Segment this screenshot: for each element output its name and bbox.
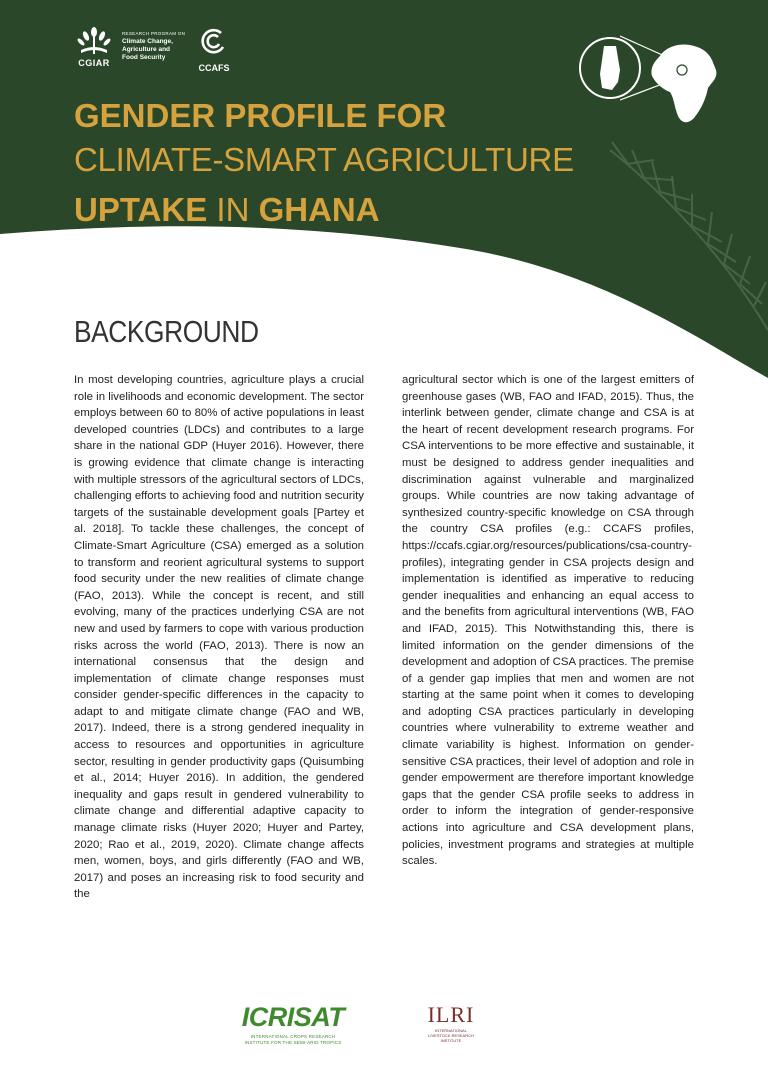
ilri-subtitle-2: LIVESTOCK RESEARCH (428, 1033, 474, 1038)
ccafs-logo (196, 26, 232, 73)
africa-locator-map (578, 22, 728, 132)
title-line-3 (74, 190, 380, 230)
ilri-subtitle-3: INSTITUTE (440, 1038, 462, 1043)
program-name (122, 30, 194, 62)
program-line-0: RESEARCH PROGRAM ON (122, 31, 186, 36)
section-heading-background: BACKGROUND (74, 314, 259, 349)
ccafs-logo-text: CCAFS (198, 63, 230, 73)
africa-shape (651, 44, 716, 122)
body-right-column: agricultural sector which is one of the largest emitters of greenhouse gases (WB, FAO and IFAD, 2015). Thus, the interlink between gender, climate change and CSA is at the heart of recent development research programs. For CSA interventions to be more effective and sustainable, it must be designed to address gender inequalities and discrimination against vulnerable and marginalized groups. While countries are now taking advantage of synthesized country-specific knowledge on CSA through the country CSA profiles (e.g.: CCAFS profiles, https://ccafs.cgiar.org/resources/publications/csa-country-profiles), integrating gender in CSA projects design and implementation is identified as imperative to reducing gender inequalities and enhancing an equal access to and the benefits from agricultural interventions (WB, FAO and IFAD, 2015). This Notwithstanding this, there is limited information on the gender dimensions of the development and adoption of CSA practices. The premise of a gender gap implies that men and women are not starting at the same point when it comes to developing and adopting CSA practices particularly in developing countries where vulnerability to extreme weather and climate variability is highest. Information on gender-sensitive CSA practices, their level of adoption and role in gender empowerment are therefore important knowledge gaps that the gender CSA profile seeks to address in order to inform the integration of gender-responsive actions into agriculture and CSA development plans, policies, investment programs and strategies at multiple scales. (402, 374, 694, 868)
title-ghana: GHANA (258, 191, 380, 228)
program-line-2: Agriculture and (122, 46, 171, 53)
title-line-2: CLIMATE-SMART AGRICULTURE (74, 141, 574, 178)
title-line-1: GENDER PROFILE FOR (74, 97, 447, 134)
icrisat-logo (232, 1002, 354, 1045)
icrisat-subtitle-2: INSTITUTE FOR THE SEMI-ARID TROPICS (244, 1040, 342, 1045)
ilri-logo (426, 1002, 476, 1043)
wheat-icon (75, 26, 113, 56)
body-left-column: In most developing countries, agriculture plays a crucial role in livelihoods and economic development. The sector employs between 60 to 80% of active populations in least developed countries (LDCs) and contributes to a large share in the national GDP (Huyer 2016). However, there is growing evidence that climate change is interacting with multiple stressors of the agricultural sectors of LDCs, challenging efforts to achieving food and nutrition security targets of the sustainable development goals [Partey et al. 2018]. To tackle these challenges, the concept of Climate-Smart Agriculture (CSA) emerged as a solution to transform and reorient agricultural systems to support food security under the new realities of climate change (FAO, 2013). While the concept is recent, and still evolving, many of the practices underlying CSA are not new and used by farmers to cope with various production risks across the world (FAO, 2013). There is now an international consensus that the design and implementation of climate change responses must consider gender-specific differences in the capacity to adapt to and mitigate climate change (FAO and WB, 2017). Indeed, there is a strong gendered inequality in access to resources and opportunities in agriculture sector, resulting in gender productivity gaps (Quisumbing et al., 2014; Huyer 2016). In addition, the gendered inequality and gaps result in gendered vulnerability to climate change and differential adaptive capacity to manage climate risks (Huyer 2020; Huyer and Partey, 2020; Rao et al., 2019, 2020). Climate change affects men, women, boys, and girls differently (FAO and WB, 2017) and poses an increasing risk to food security and the (74, 374, 364, 901)
title-in: IN (207, 191, 259, 228)
title-uptake: UPTAKE (74, 191, 208, 228)
program-line-1: Climate Change, (122, 38, 173, 45)
ilri-logo-text: ILRI (427, 1002, 475, 1027)
cgiar-logo (74, 26, 114, 68)
ilri-subtitle-1: INTERNATIONAL (435, 1028, 467, 1033)
icrisat-logo-text: ICRISAT (241, 1002, 345, 1032)
program-line-3: Food Security (122, 54, 166, 61)
icrisat-subtitle-1: INTERNATIONAL CROPS RESEARCH (250, 1034, 336, 1039)
cgiar-logo-text: CGIAR (78, 58, 110, 68)
ccafs-swirl-icon (199, 26, 229, 56)
